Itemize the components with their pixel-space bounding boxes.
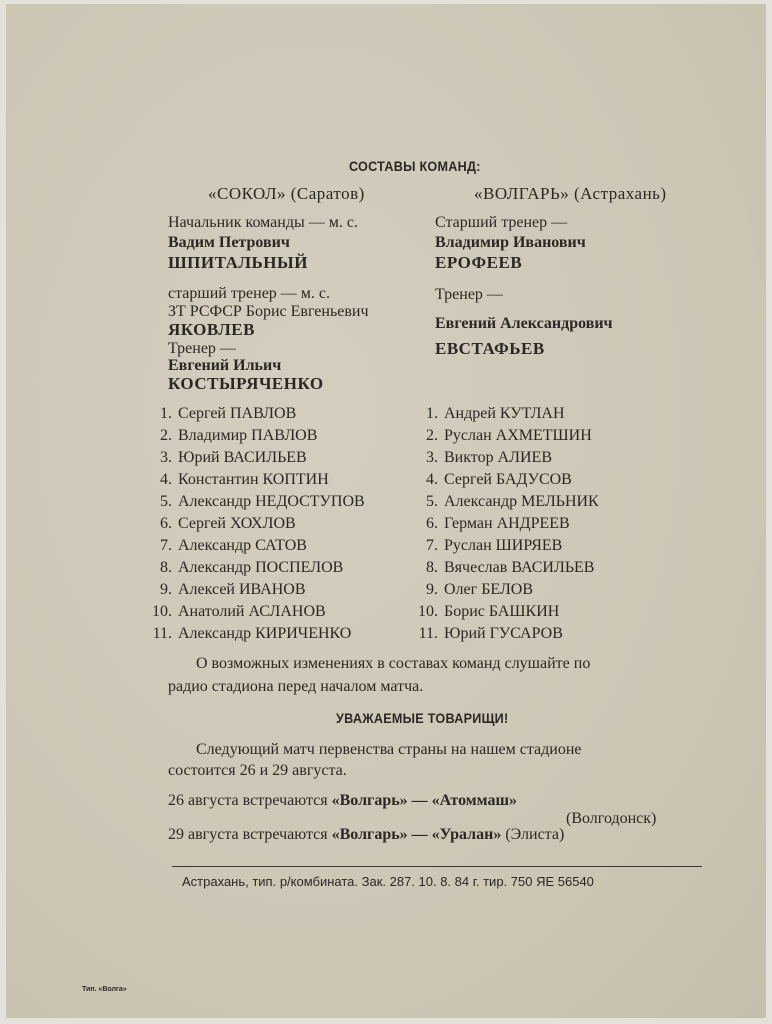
player-number: 6. — [160, 515, 172, 532]
player-number: 11. — [152, 625, 172, 642]
fixture-1 — [168, 792, 517, 810]
fixture-teams: «Волгарь» — «Атоммаш» — [331, 792, 517, 809]
fixture-city: (Элиста) — [501, 826, 565, 843]
player-number: 9. — [160, 581, 172, 598]
player-number: 11. — [418, 625, 438, 642]
player-number: 7. — [426, 537, 438, 554]
player-name: Борис БАШКИН — [444, 603, 560, 620]
staff-role: Тренер — — [435, 286, 503, 303]
player-number: 9. — [426, 581, 438, 598]
player-row — [412, 603, 559, 621]
fixture-city: (Волгодонск) — [566, 810, 657, 827]
player-row — [412, 427, 592, 445]
staff-surname: ЕРОФЕЕВ — [435, 253, 523, 272]
fixture-date: 26 августа встречаются — [168, 792, 332, 809]
player-name: Владимир ПАВЛОВ — [178, 427, 318, 444]
player-row — [146, 603, 326, 621]
player-row — [412, 515, 570, 533]
player-name: Александр МЕЛЬНИК — [444, 493, 599, 510]
section-heading: УВАЖАЕМЫЕ ТОВАРИЩИ! — [336, 710, 509, 726]
player-row — [146, 581, 306, 599]
player-number: 8. — [426, 559, 438, 576]
player-name: Алексей ИВАНОВ — [178, 581, 306, 598]
player-number: 1. — [160, 405, 172, 422]
player-name: Юрий ВАСИЛЬЕВ — [178, 449, 307, 466]
player-row — [412, 559, 594, 577]
player-number: 5. — [160, 493, 172, 510]
fixture-date: 29 августа встречаются — [168, 826, 332, 843]
player-name: Юрий ГУСАРОВ — [444, 625, 563, 642]
player-row — [146, 515, 296, 533]
program-page — [6, 4, 766, 1018]
player-number: 4. — [426, 471, 438, 488]
player-name: Александр КИРИЧЕНКО — [178, 625, 352, 642]
staff-surname: ЯКОВЛЕВ — [168, 320, 255, 339]
player-row — [412, 493, 599, 511]
player-row — [146, 493, 365, 511]
page-title: СОСТАВЫ КОМАНД: — [349, 158, 481, 174]
player-number: 4. — [160, 471, 172, 488]
player-number: 10. — [152, 603, 172, 620]
player-row — [412, 581, 533, 599]
fixture-teams: «Волгарь» — «Уралан» — [331, 826, 502, 843]
player-number: 5. — [426, 493, 438, 510]
staff-surname: КОСТЫРЯЧЕНКО — [168, 374, 324, 393]
staff-name: Евгений Александрович — [435, 315, 613, 332]
player-number: 1. — [426, 405, 438, 422]
player-name: Александр НЕДОСТУПОВ — [178, 493, 365, 510]
next-match-line: Следующий матч первенства страны на нашем стадионе — [196, 741, 582, 758]
player-row — [146, 449, 307, 467]
staff-name: Евгений Ильич — [168, 357, 282, 374]
player-name: Руслан АХМЕТШИН — [444, 427, 592, 444]
player-row — [146, 471, 329, 489]
staff-surname: ЕВСТАФЬЕВ — [435, 339, 545, 358]
player-row — [146, 559, 343, 577]
next-match-line: состоится 26 и 29 августа. — [168, 762, 347, 779]
player-name: Константин КОПТИН — [178, 471, 329, 488]
player-name: Герман АНДРЕЕВ — [444, 515, 570, 532]
staff-role: Тренер — — [168, 340, 236, 357]
player-row — [146, 405, 296, 423]
player-number: 6. — [426, 515, 438, 532]
player-row — [412, 405, 565, 423]
player-name: Сергей ПАВЛОВ — [178, 405, 297, 422]
staff-name: Вадим Петрович — [168, 234, 290, 251]
player-number: 2. — [426, 427, 438, 444]
player-row — [146, 427, 317, 445]
player-row — [412, 449, 552, 467]
staff-role: Старший тренер — — [435, 214, 568, 231]
player-number: 10. — [418, 603, 438, 620]
player-name: Александр САТОВ — [178, 537, 307, 554]
staff-surname: ШПИТАЛЬНЫЙ — [168, 253, 308, 272]
team-left-header: «СОКОЛ» (Саратов) — [208, 184, 365, 203]
player-row — [412, 625, 563, 643]
player-name: Андрей КУТЛАН — [444, 405, 565, 422]
staff-role: Начальник команды — м. с. — [168, 214, 358, 231]
imprint: Астрахань, тип. р/комбината. Зак. 287. 10. 8. 84 г. тир. 750 ЯЕ 56540 — [182, 874, 594, 889]
player-name: Олег БЕЛОВ — [444, 581, 534, 598]
player-row — [146, 625, 351, 643]
player-number: 2. — [160, 427, 172, 444]
player-row — [412, 471, 572, 489]
player-name: Александр ПОСПЕЛОВ — [178, 559, 344, 576]
staff-name: Владимир Иванович — [435, 234, 586, 251]
player-number: 8. — [160, 559, 172, 576]
player-row — [412, 537, 562, 555]
player-name: Вячеслав ВАСИЛЬЕВ — [444, 559, 595, 576]
player-name: Руслан ШИРЯЕВ — [444, 537, 563, 554]
player-number: 7. — [160, 537, 172, 554]
staff-role: старший тренер — м. с. — [168, 285, 331, 302]
player-name: Анатолий АСЛАНОВ — [178, 603, 326, 620]
player-name: Сергей ХОХЛОВ — [178, 515, 296, 532]
player-number: 3. — [160, 449, 172, 466]
player-name: Сергей БАДУСОВ — [444, 471, 572, 488]
notice-line: радио стадиона перед началом матча. — [168, 678, 424, 695]
team-right-header: «ВОЛГАРЬ» (Астрахань) — [474, 184, 667, 203]
staff-name: ЗТ РСФСР Борис Евгеньевич — [168, 303, 369, 320]
fixture-2 — [168, 826, 564, 844]
player-name: Виктор АЛИЕВ — [444, 449, 552, 466]
player-number: 3. — [426, 449, 438, 466]
divider — [172, 866, 702, 867]
player-row — [146, 537, 307, 555]
printer-mark: Тип. «Волга» — [82, 986, 127, 993]
notice-line: О возможных изменениях в составах команд слушайте по — [196, 655, 591, 672]
